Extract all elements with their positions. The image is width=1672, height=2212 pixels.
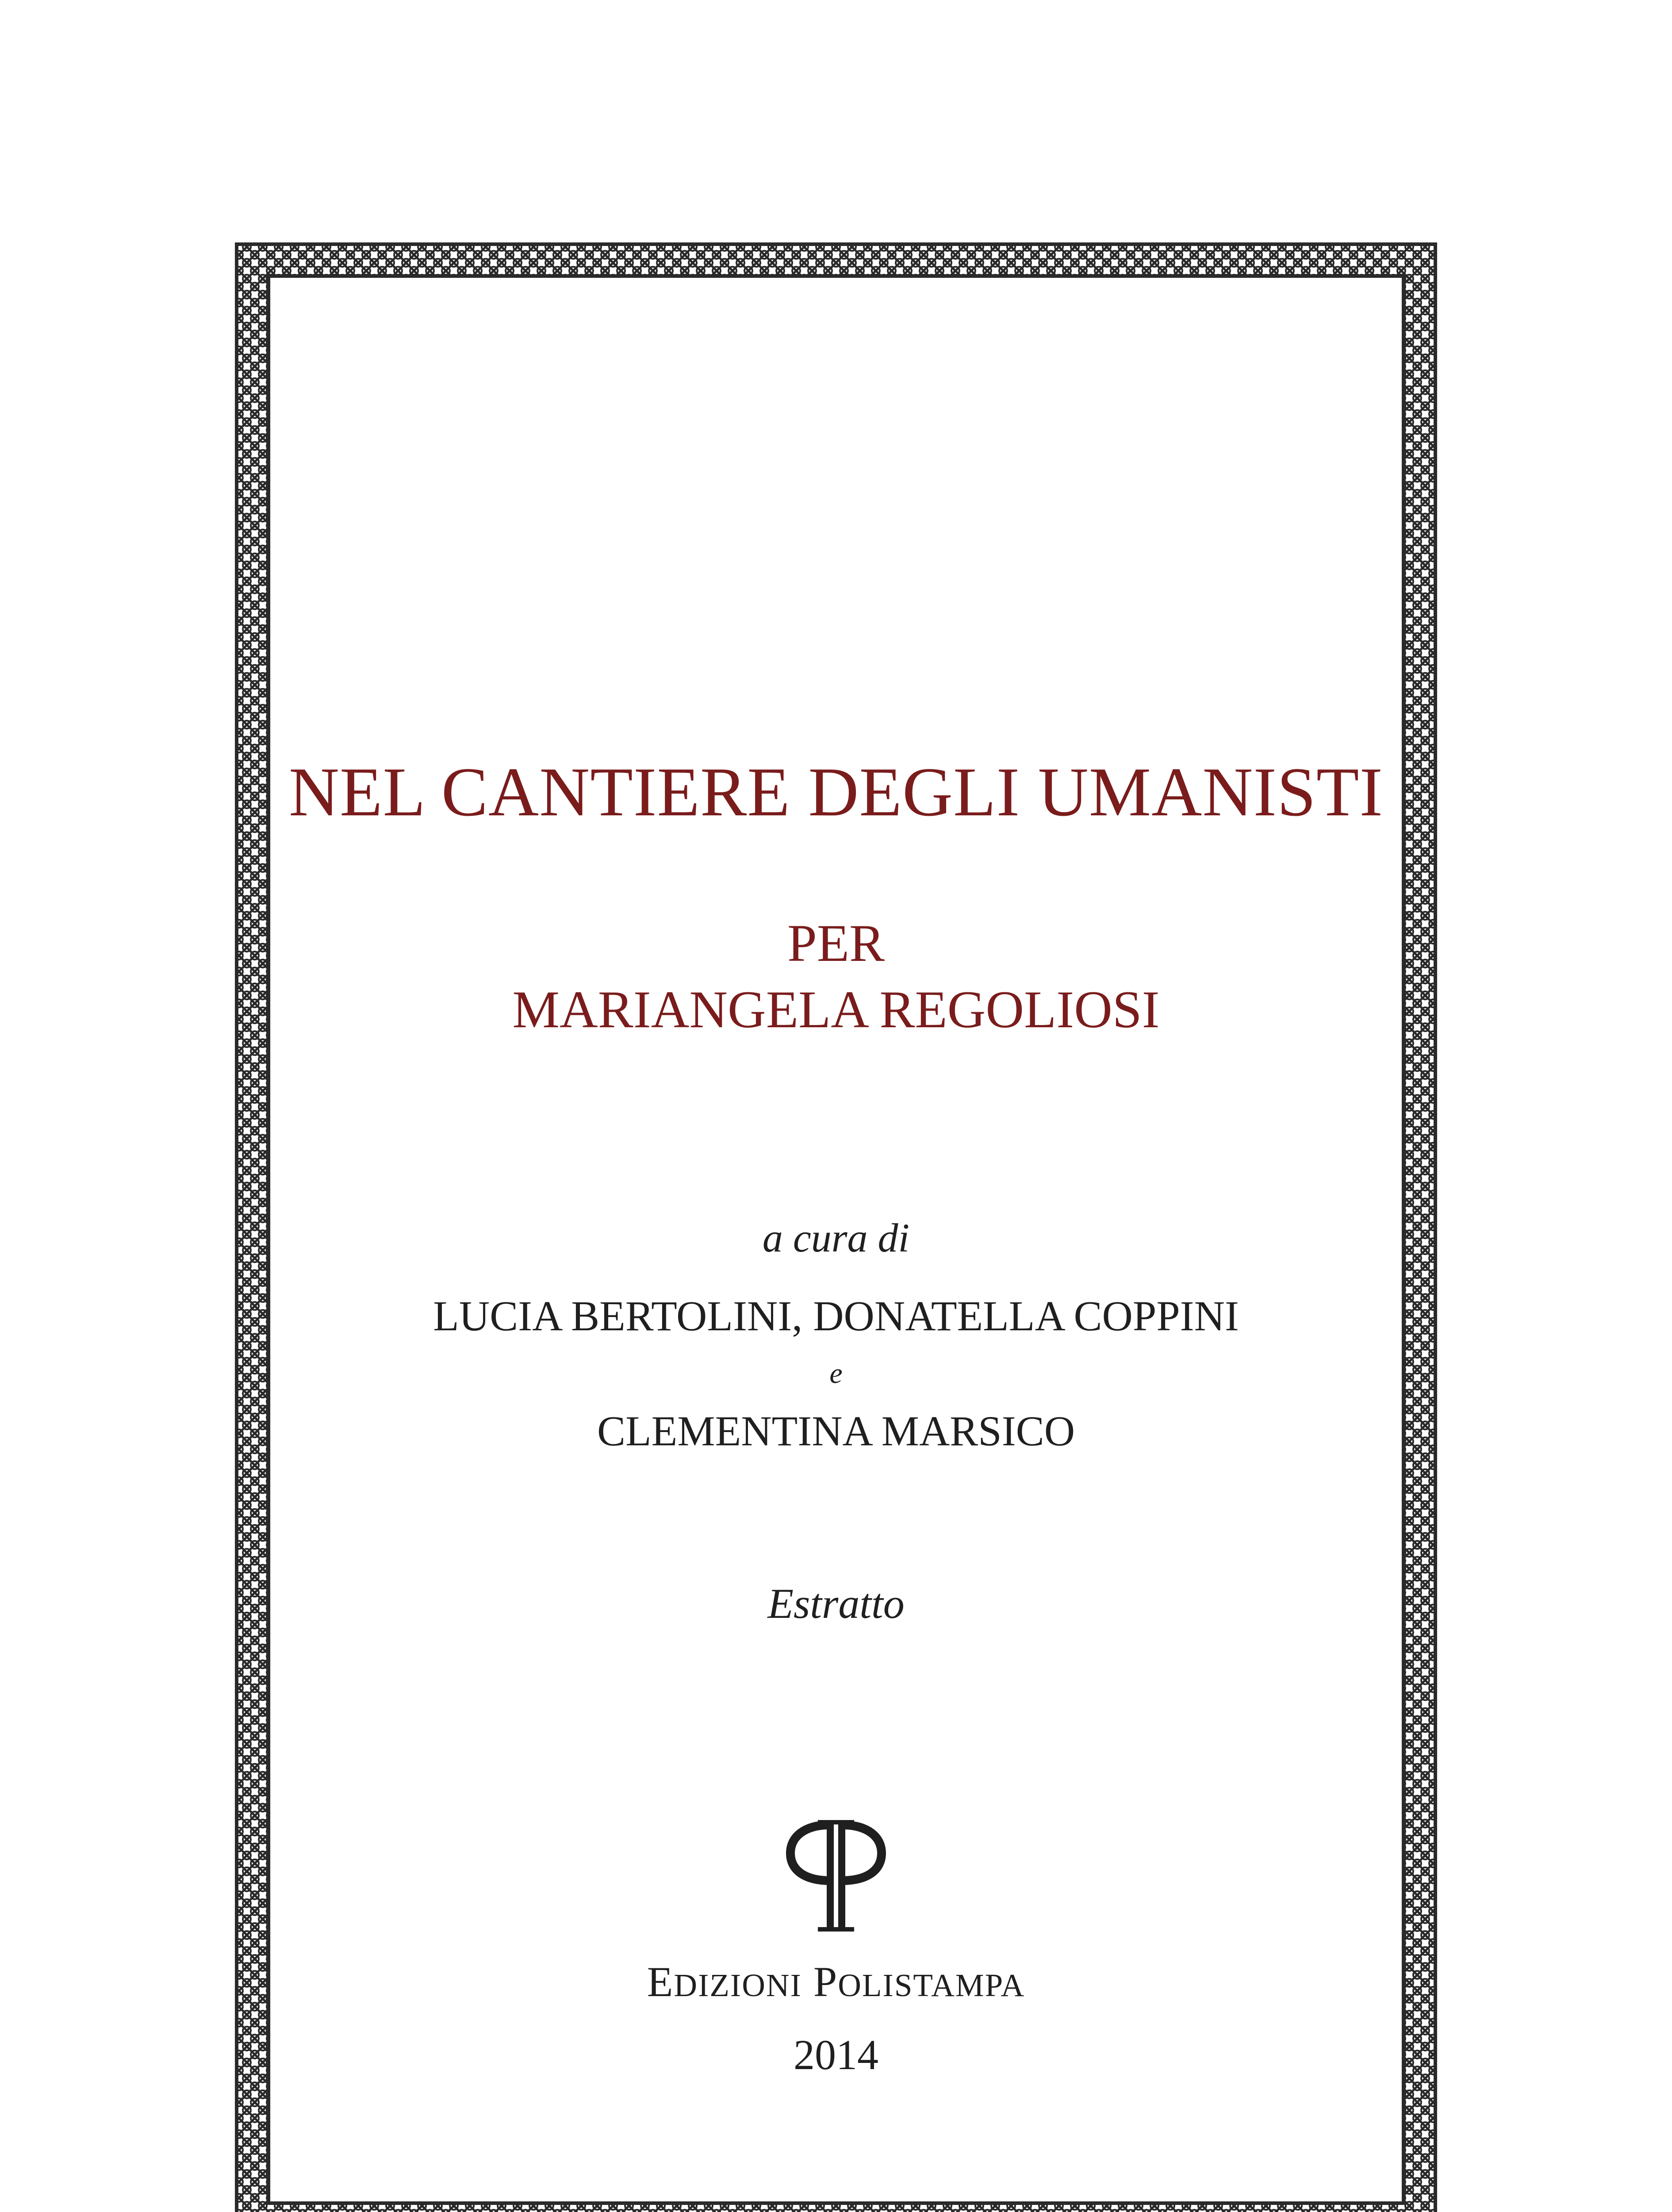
publisher-word-1: DIZIONI: [674, 1967, 802, 2003]
editors-conjunction: e: [829, 1357, 843, 1390]
book-title: NEL CANTIERE DEGLI UMANISTI: [288, 753, 1384, 831]
publisher-name: [0, 1958, 1672, 2005]
dedicatee-name: MARIANGELA REGOLIOSI: [512, 980, 1160, 1039]
curated-by-label: a cura di: [762, 1215, 910, 1260]
editors-line-2: CLEMENTINA MARSICO: [597, 1407, 1075, 1455]
publisher-initial-2: P: [813, 1958, 838, 2005]
publisher-initial-1: E: [647, 1958, 674, 2005]
editors-line-1: LUCIA BERTOLINI, DONATELLA COPPINI: [433, 1292, 1239, 1340]
dedication-prefix: PER: [787, 914, 885, 972]
publication-year: 2014: [794, 2031, 878, 2078]
publisher-word-2: OLISTAMPA: [838, 1967, 1025, 2003]
polistampa-monogram-icon: [781, 1816, 891, 1936]
edition-note: Estratto: [767, 1580, 905, 1627]
